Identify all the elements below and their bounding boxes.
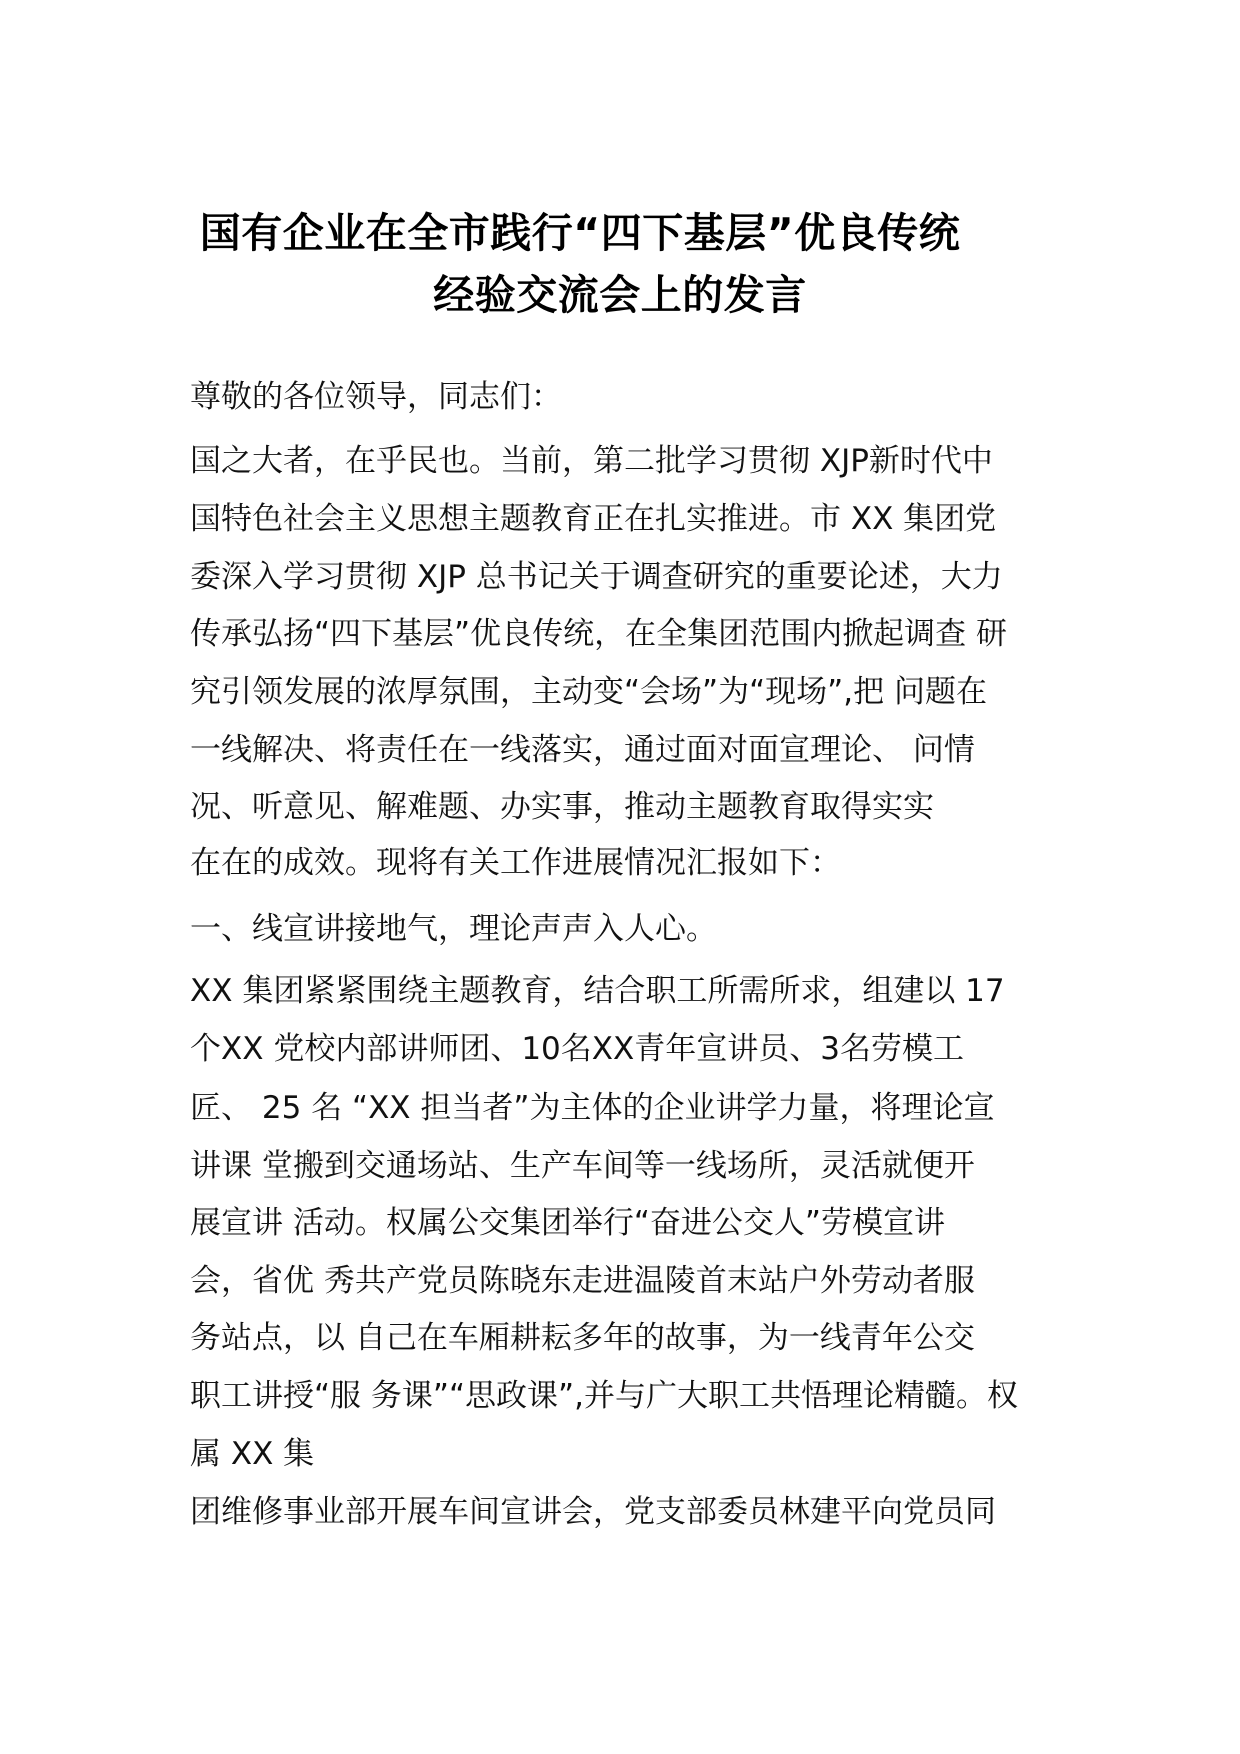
document-title-line-1: 国有企业在全市践行“四下基层”优良传统 xyxy=(199,209,961,257)
paragraph-2-line: 属 XX 集 xyxy=(190,1436,315,1472)
section-heading-1: 一、线宣讲接地气，理论声声入人心。 xyxy=(190,911,717,947)
paragraph-1-line: 一线解决、将责任在一线落实，通过面对面宣理论、 问情 xyxy=(190,732,975,768)
paragraph-1-line: 在在的成效。现将有关工作进展情况汇报如下： xyxy=(190,845,841,881)
paragraph-1-line: 国之大者，在乎民也。当前，第二批学习贯彻 XJP新时代中 xyxy=(190,443,993,479)
paragraph-1-line: 况、听意见、解难题、办实事，推动主题教育取得实实 xyxy=(190,789,934,825)
paragraph-1-line: 委深入学习贯彻 XJP 总书记关于调查研究的重要论述，大力 xyxy=(190,559,1003,595)
greeting: 尊敬的各位领导，同志们： xyxy=(190,379,562,415)
paragraph-2-line: 团维修事业部开展车间宣讲会，党支部委员林建平向党员同 xyxy=(190,1494,996,1530)
paragraph-1-line: 传承弘扬“四下基层”优良传统，在全集团范围内掀起调查 研 xyxy=(190,616,1007,652)
paragraph-2-line: 展宣讲 活动。权属公交集团举行“奋进公交人”劳模宣讲 xyxy=(190,1205,945,1241)
paragraph-2-line: XX 集团紧紧围绕主题教育，结合职工所需所求，组建以 17 xyxy=(190,973,1005,1009)
paragraph-2-line: 会，省优 秀共产党员陈晓东走进温陵首末站户外劳动者服 xyxy=(190,1263,975,1299)
document-title-line-2: 经验交流会上的发言 xyxy=(433,271,807,319)
paragraph-2-line: 讲课 堂搬到交通场站、生产车间等一线场所，灵活就便开 xyxy=(190,1148,975,1184)
paragraph-1-line: 国特色社会主义思想主题教育正在扎实推进。市 XX 集团党 xyxy=(190,501,997,537)
paragraph-2-line: 匠、 25 名 “XX 担当者”为主体的企业讲学力量，将理论宣 xyxy=(190,1090,995,1126)
paragraph-2-line: 个XX 党校内部讲师团、10名XX青年宣讲员、3名劳模工 xyxy=(190,1031,964,1067)
paragraph-1-line: 究引领发展的浓厚氛围，主动变“会场”为“现场”,把 问题在 xyxy=(190,674,987,710)
paragraph-2-line: 务站点，以 自己在车厢耕耘多年的故事，为一线青年公交 xyxy=(190,1320,975,1356)
paragraph-2-line: 职工讲授“服 务课”“思政课”,并与广大职工共悟理论精髓。权 xyxy=(190,1378,1018,1414)
